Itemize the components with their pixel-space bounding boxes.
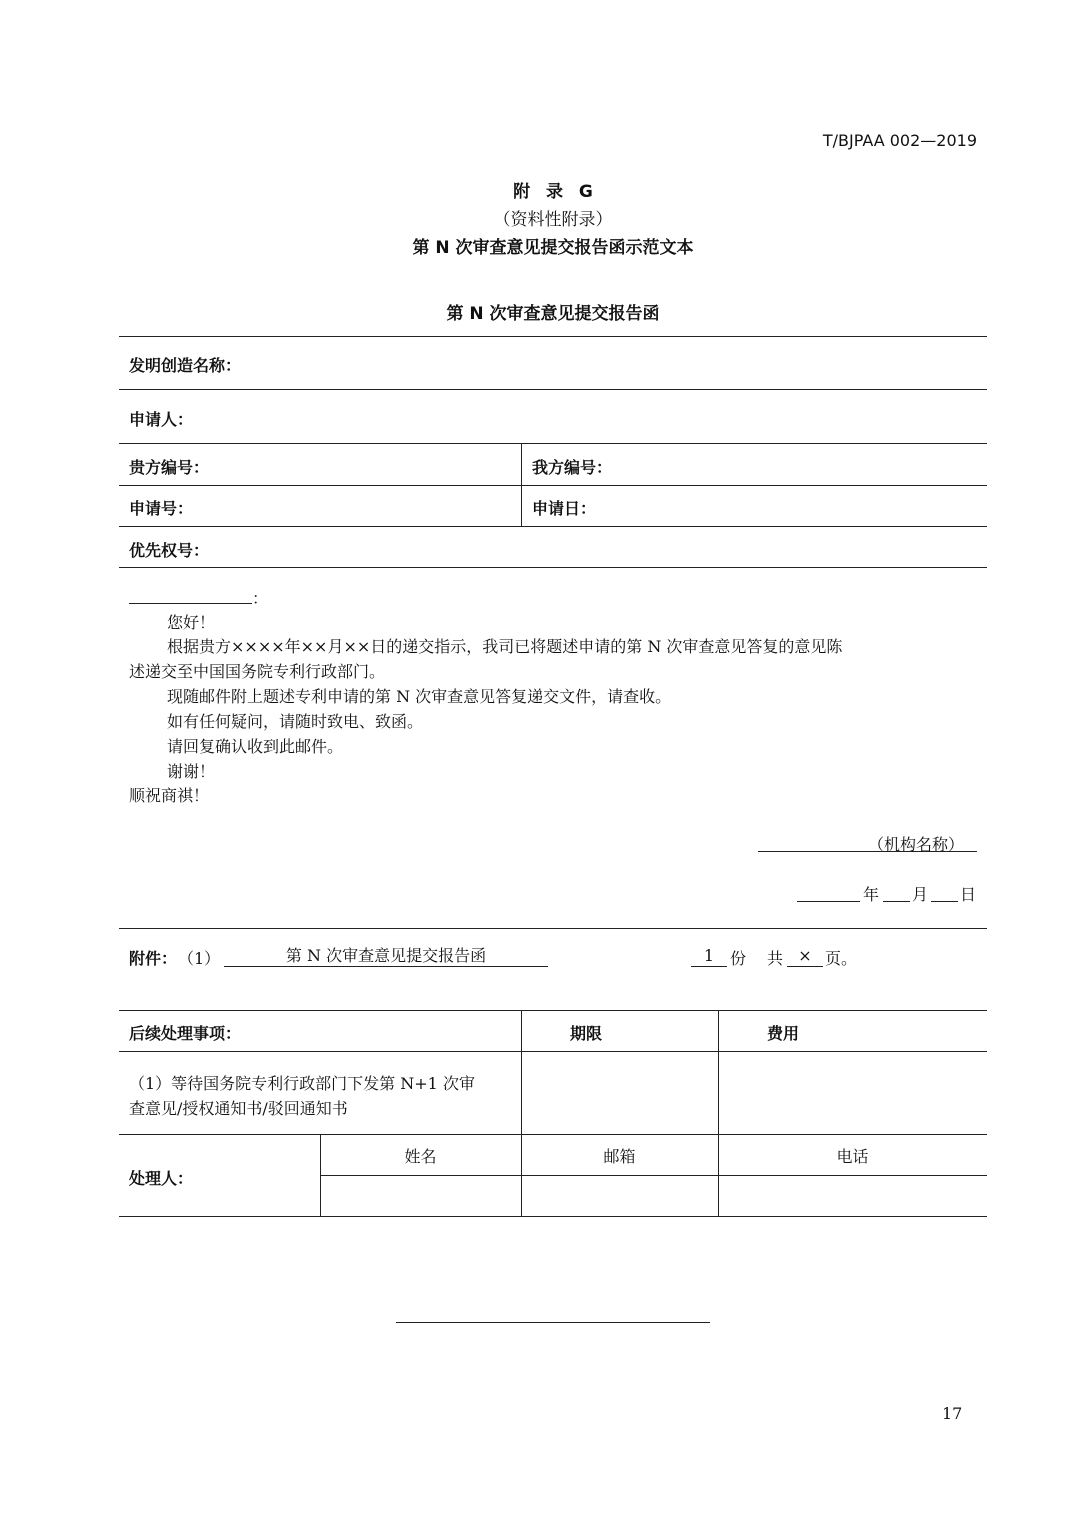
your-ref-label: 贵方编号： [129,458,210,477]
year-blank [797,901,860,902]
form-divider [119,526,987,527]
attachment-copies: 1 [691,946,727,967]
attachment-name: 第 N 次审查意见提交报告函 [224,946,548,967]
attachment-label: 附件： [129,949,178,968]
form-top-border [119,336,987,337]
our-ref-label: 我方编号： [532,458,613,477]
letter-paragraph: 如有任何疑问，请随时致电、致函。 [167,712,424,731]
appendix-title: 第 N 次审查意见提交报告函示范文本 [412,238,694,258]
recipient-colon: ： [252,589,269,608]
form-title: 第 N 次审查意见提交报告函 [446,304,660,324]
handler-label: 处理人： [129,1169,194,1188]
attachment-top-border [119,928,987,929]
followup-top-border [119,1010,987,1011]
form-column-divider [521,443,522,526]
followup-item: 查意见/授权通知书/驳回通知书 [129,1099,348,1118]
followup-item: （1）等待国务院专利行政部门下发第 N+1 次审 [129,1074,475,1093]
closing: 顺祝商祺！ [129,786,210,805]
date-month: 月 [912,885,929,904]
followup-row-divider [119,1134,987,1135]
form-bottom-border [119,567,987,568]
form-divider [119,485,987,486]
handler-email-header: 邮箱 [603,1147,636,1166]
handler-header-divider [320,1175,987,1176]
month-blank [883,901,910,902]
followup-header-divider [119,1051,987,1052]
application-number-label: 申请号： [129,499,194,518]
org-name: （机构名称） [868,835,965,854]
priority-label: 优先权号： [129,541,210,560]
followup-col-divider [718,1010,719,1216]
attachment-total-label: 共 [767,949,784,968]
end-rule [396,1322,710,1323]
thanks: 谢谢！ [167,762,216,781]
attachment-pages: × [787,946,823,967]
letter-paragraph: 现随邮件附上题述专利申请的第 N 次审查意见答复递交文件，请查收。 [167,687,672,706]
handler-phone-header: 电话 [836,1147,869,1166]
followup-item-header: 后续处理事项： [129,1024,242,1043]
document-code: T/BJPAA 002—2019 [822,131,977,150]
day-blank [931,901,958,902]
letter-paragraph: 请回复确认收到此邮件。 [167,737,344,756]
recipient-blank [129,603,252,604]
handler-bottom-border [119,1216,987,1217]
attachment-pages-unit: 页。 [825,949,858,968]
page-number: 17 [942,1404,963,1423]
application-date-label: 申请日： [532,499,597,518]
form-divider [119,443,987,444]
date-day: 日 [960,885,977,904]
attachment-copies-unit: 份 [730,949,747,968]
applicant-label: 申请人： [129,410,194,429]
followup-col-divider [521,1010,522,1216]
appendix-type: （资料性附录） [493,210,613,230]
appendix-label: 附 录 G [513,182,593,202]
greeting: 您好！ [167,613,216,632]
form-divider [119,389,987,390]
handler-name-header: 姓名 [404,1147,437,1166]
date-year: 年 [863,885,880,904]
attachment-index: （1） [178,949,221,968]
letter-paragraph: 述递交至中国国务院专利行政部门。 [129,662,386,681]
letter-paragraph: 根据贵方××××年××月××日的递交指示，我司已将题述申请的第 N 次审查意见答复的意见陈 [167,637,843,656]
followup-fee-header: 费用 [767,1024,800,1043]
followup-deadline-header: 期限 [570,1024,603,1043]
invention-name-label: 发明创造名称： [129,356,242,375]
